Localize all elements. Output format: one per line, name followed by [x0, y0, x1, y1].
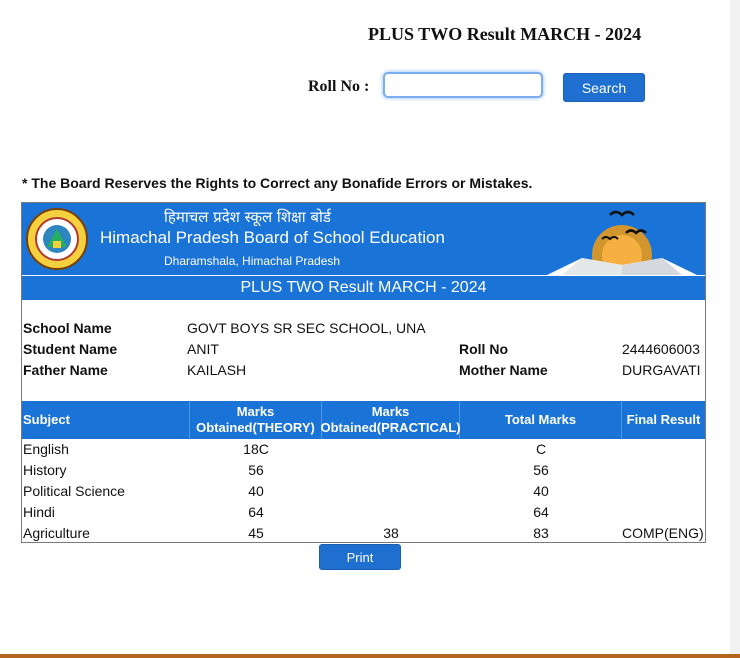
roll-no-label: Roll No :	[308, 78, 370, 95]
print-button[interactable]: Print	[319, 544, 401, 570]
practical-header-line2: Obtained(PRACTICAL)	[320, 420, 461, 435]
subject-cell: History	[23, 462, 67, 478]
board-emblem-icon	[25, 207, 89, 271]
subject-cell: Political Science	[23, 483, 125, 499]
roll-no-input[interactable]	[383, 72, 543, 98]
theory-header-line2: Obtained(THEORY)	[196, 420, 315, 435]
theory-cell: 45	[248, 525, 264, 541]
total-marks-header: Total Marks	[460, 401, 622, 439]
bottom-divider	[0, 654, 740, 658]
student-name-label: Student Name	[23, 341, 118, 357]
board-hindi-name: हिमाचल प्रदेश स्कूल शिक्षा बोर्ड	[164, 208, 331, 226]
theory-header-line1: Marks	[236, 404, 275, 419]
father-name-label: Father Name	[23, 362, 108, 378]
result-heading: PLUS TWO Result MARCH - 2024	[22, 276, 705, 300]
board-banner	[22, 203, 705, 275]
table-row	[22, 481, 705, 502]
page-scrollbar[interactable]	[730, 0, 740, 658]
table-row	[22, 523, 705, 544]
school-name-value: GOVT BOYS SR SEC SCHOOL, UNA	[187, 320, 426, 336]
practical-cell	[322, 439, 460, 460]
final-result-header: Final Result	[626, 412, 701, 427]
table-row	[22, 502, 705, 523]
mother-name-value: DURGAVATI	[622, 362, 701, 378]
roll-no-value: 2444606003	[622, 341, 700, 357]
practical-cell: 38	[383, 525, 399, 541]
practical-cell	[322, 502, 460, 523]
subject-header: Subject	[22, 401, 190, 439]
marks-table-header	[22, 401, 705, 439]
final-cell	[622, 481, 705, 502]
practical-header	[322, 401, 460, 439]
subject-cell: Hindi	[23, 504, 55, 520]
final-cell	[622, 502, 705, 523]
page-title: PLUS TWO Result MARCH - 2024	[368, 24, 642, 44]
search-button[interactable]: Search	[563, 73, 645, 102]
subject-cell: Agriculture	[23, 525, 90, 541]
practical-cell	[322, 481, 460, 502]
school-name-label: School Name	[23, 320, 112, 336]
theory-cell: 64	[248, 504, 264, 520]
student-name-value: ANIT	[187, 341, 219, 357]
table-row	[22, 439, 705, 460]
total-cell: 40	[533, 483, 549, 499]
practical-cell	[322, 460, 460, 481]
mother-name-label: Mother Name	[459, 362, 548, 378]
total-cell: C	[535, 441, 547, 457]
final-cell: COMP(ENG)	[622, 525, 704, 541]
theory-cell: 56	[248, 462, 264, 478]
father-name-value: KAILASH	[187, 362, 247, 378]
total-cell: 64	[533, 504, 549, 520]
theory-header	[190, 401, 322, 439]
final-cell	[622, 439, 705, 460]
practical-header-line1: Marks	[371, 404, 410, 419]
subject-cell: English	[23, 441, 69, 457]
total-cell: 56	[533, 462, 549, 478]
theory-cell: 40	[248, 483, 264, 499]
board-location: Dharamshala, Himachal Pradesh	[164, 254, 341, 268]
disclaimer-text: * The Board Reserves the Rights to Correct any Bonafide Errors or Mistakes.	[22, 175, 533, 191]
result-card	[21, 202, 706, 543]
board-name: Himachal Pradesh Board of School Education	[100, 228, 445, 247]
table-row	[22, 460, 705, 481]
total-cell: 83	[533, 525, 549, 541]
roll-no-field-label: Roll No	[459, 341, 508, 357]
book-birds-icon	[522, 203, 705, 275]
final-cell	[622, 460, 705, 481]
theory-cell: 18C	[243, 441, 269, 457]
